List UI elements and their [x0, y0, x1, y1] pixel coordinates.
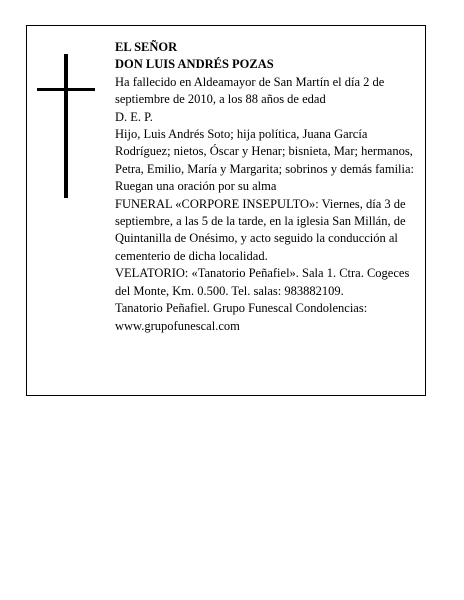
cross-icon — [37, 54, 95, 198]
obituary-notice — [26, 25, 426, 396]
funeral-home-contact: Tanatorio Peñafiel. Grupo Funescal Condolencias: www.grupofunescal.com — [115, 301, 368, 333]
funeral-details: FUNERAL «CORPORE INSEPULTO»: Viernes, día 3 de septiembre, a las 5 de la tarde, en la iglesia San Millán, de Quintanilla de Onésimo, y acto seguido la conducción al cementerio de dicha localidad. — [115, 196, 406, 263]
death-announcement: Ha fallecido en Aldeamayor de San Martín el día 2 de septiembre de 2010, a los 88 años de edad — [115, 74, 385, 107]
notice-text — [115, 39, 421, 335]
title-line-2: DON LUIS ANDRÉS POZAS — [115, 57, 274, 72]
prayer-request: Ruegan una oración por su alma — [115, 179, 277, 194]
family-list: Hijo, Luis Andrés Soto; hija política, Juana García Rodríguez; nietos, Óscar y Henar; bisnieta, Mar; hermanos, Petra, Emilio, María y Margarita; sobrinos y demás familia: — [115, 127, 415, 176]
rip-line: D. E. P. — [115, 109, 153, 124]
title-line-1: EL SEÑOR — [115, 40, 178, 54]
wake-details: VELATORIO: «Tanatorio Peñafiel». Sala 1. Ctra. Cogeces del Monte, Km. 0.500. Tel. salas: 983882109. — [115, 266, 410, 298]
